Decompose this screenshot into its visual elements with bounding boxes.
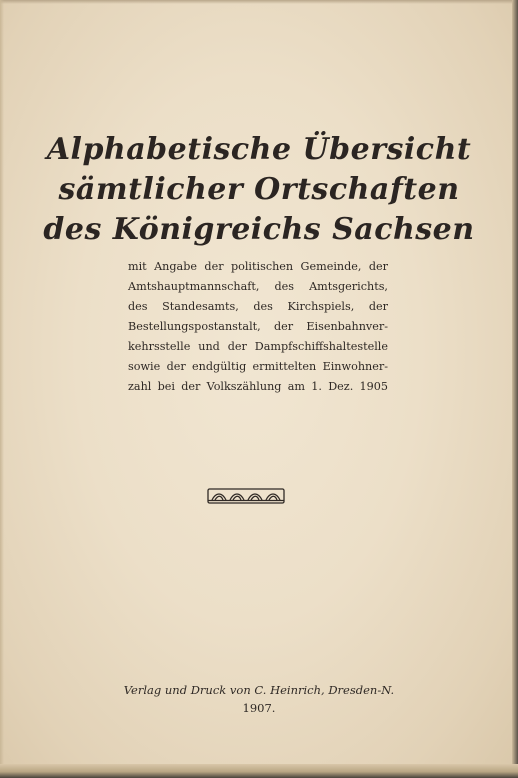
scan-edge-bottom — [0, 764, 518, 778]
subtitle-line: Amtshauptmannschaft, des Amtsgerichts, — [128, 280, 388, 293]
scan-edge-top — [0, 0, 518, 4]
scan-edge-right — [512, 0, 518, 778]
art-nouveau-ornament-icon — [206, 486, 286, 506]
subtitle-line: Bestellungspostanstalt, der Eisenbahnver- — [128, 320, 388, 333]
subtitle-line: kehrsstelle und der Dampfschiffshaltestelle — [128, 340, 388, 353]
title-line-2: sämtlicher Ortschaften — [58, 172, 460, 207]
subtitle-block — [128, 257, 388, 397]
scan-edge-left — [0, 0, 4, 778]
subtitle-line: zahl bei der Volkszählung am 1. Dez. 1905 — [128, 380, 388, 393]
title-line-1: Alphabetische Übersicht — [46, 132, 472, 167]
title-line-3: des Königreichs Sachsen — [43, 212, 475, 247]
publication-year: 1907. — [242, 701, 276, 715]
subtitle-line: sowie der endgültig ermittelten Einwohner- — [128, 360, 388, 373]
subtitle-line: des Standesamts, des Kirchspiels, der — [128, 300, 388, 313]
subtitle-line: mit Angabe der politischen Gemeinde, der — [128, 260, 388, 273]
publisher-imprint: Verlag und Druck von C. Heinrich, Dresden-N. — [123, 683, 395, 697]
